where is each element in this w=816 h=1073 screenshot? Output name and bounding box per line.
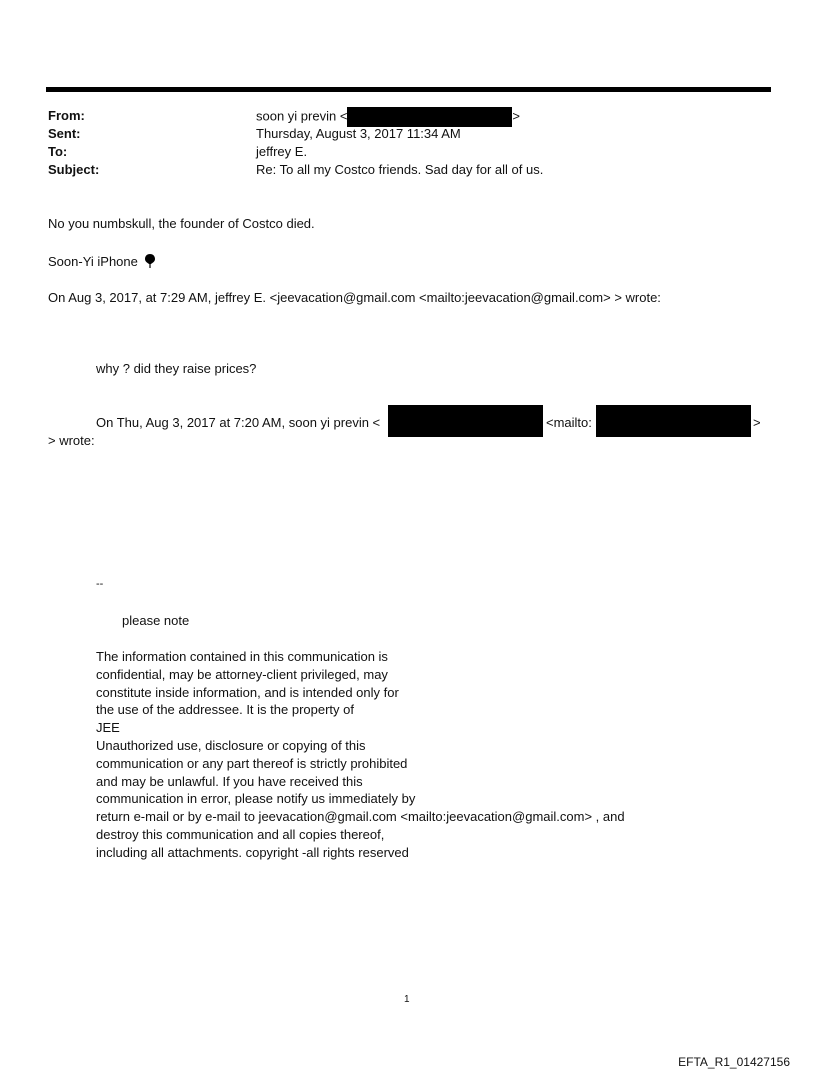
document-id: EFTA_R1_01427156 (678, 1055, 790, 1069)
header-rule (46, 87, 771, 92)
page-number: 1 (404, 994, 410, 1005)
disclaimer (96, 648, 625, 862)
subject-value: Re: To all my Costco friends. Sad day for all of us. (256, 162, 544, 177)
disclaimer-line: constitute inside information, and is intended only for (96, 684, 399, 700)
to-value: jeffrey E. (256, 144, 308, 159)
quote2-mailto: <mailto: (546, 415, 592, 430)
quote2-close: > (753, 415, 761, 430)
please-note: please note (122, 613, 190, 628)
subject-label: Subject: (48, 162, 100, 177)
signature-dashes: -- (96, 578, 104, 590)
from-close: > (512, 108, 521, 124)
redaction-box (596, 405, 751, 437)
disclaimer-line: confidential, may be attorney-client privileged, may (96, 666, 388, 682)
from-name: soon yi previn < (256, 108, 348, 124)
quote-header: On Aug 3, 2017, at 7:29 AM, jeffrey E. <jeevacation@gmail.com <mailto:jeevacation@gmail.com> > wrote: (48, 290, 661, 305)
disclaimer-line: and may be unlawful. If you have received this (96, 773, 363, 789)
redaction-box (388, 405, 543, 437)
disclaimer-line: communication or any part thereof is strictly prohibited (96, 755, 408, 771)
redaction-box (347, 107, 512, 127)
disclaimer-line: Unauthorized use, disclosure or copying of this (96, 737, 366, 753)
sent-label: Sent: (48, 126, 81, 141)
signature (48, 253, 155, 271)
disclaimer-line: destroy this communication and all copies thereof, (96, 826, 385, 842)
disclaimer-line: including all attachments. copyright -all rights reserved (96, 844, 409, 860)
from-label: From: (48, 108, 85, 123)
quote2-wrote: > wrote: (48, 433, 95, 448)
disclaimer-line: The information contained in this communication is (96, 649, 388, 664)
to-label: To: (48, 144, 68, 159)
disclaimer-line: communication in error, please notify us immediately by (96, 791, 416, 807)
disclaimer-line: the use of the addressee. It is the property of (96, 702, 354, 718)
quote2-start: On Thu, Aug 3, 2017 at 7:20 AM, soon yi previn < (96, 415, 381, 430)
disclaimer-line: JEE (96, 720, 120, 736)
pin-icon (145, 254, 155, 268)
signature-text: Soon-Yi iPhone (48, 254, 138, 269)
reply-text: why ? did they raise prices? (96, 361, 257, 376)
from-value (256, 107, 520, 127)
body-line: No you numbskull, the founder of Costco died. (48, 216, 315, 231)
disclaimer-line: return e-mail or by e-mail to jeevacation@gmail.com <mailto:jeevacation@gmail.com> , and (96, 809, 625, 825)
sent-value: Thursday, August 3, 2017 11:34 AM (256, 126, 461, 141)
